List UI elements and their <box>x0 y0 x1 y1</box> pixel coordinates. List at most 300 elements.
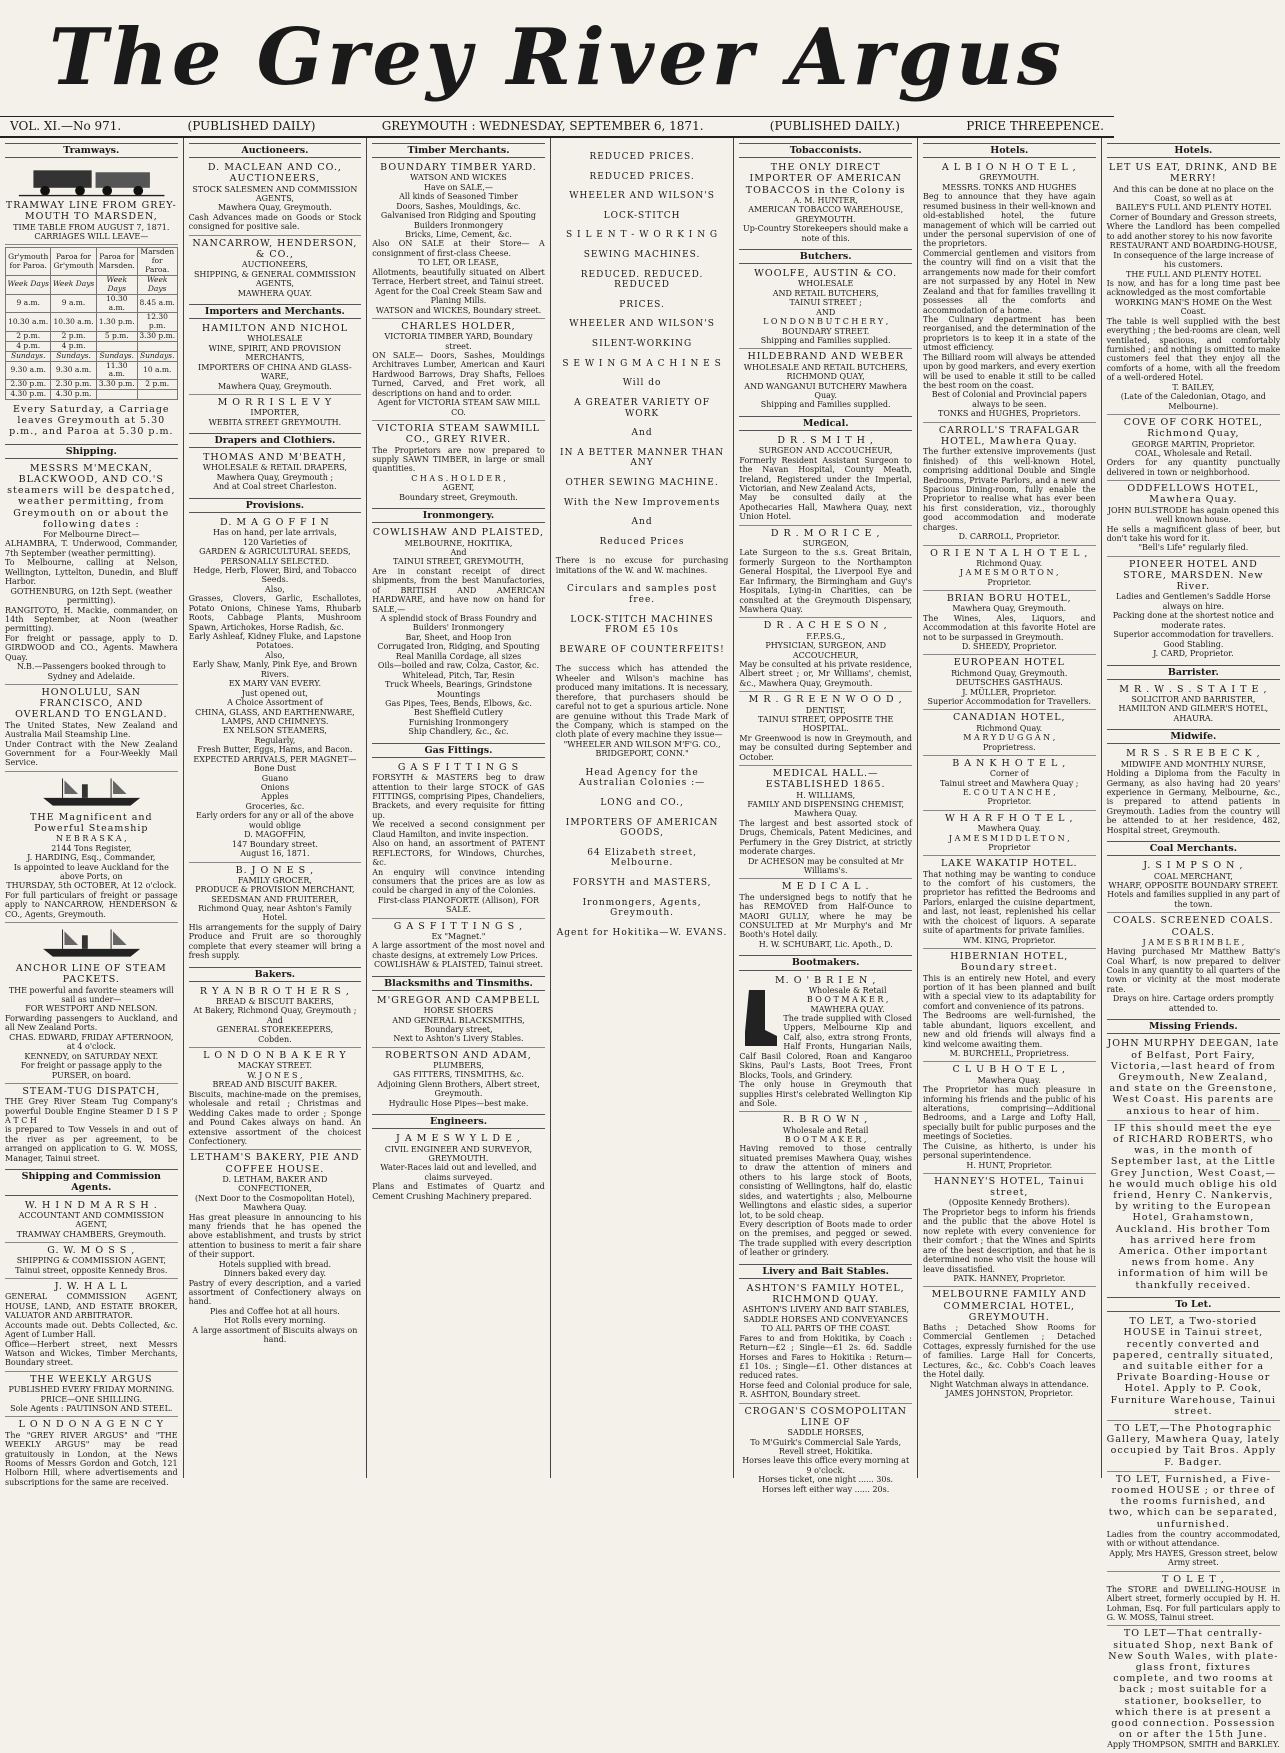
advertisement <box>372 1048 545 1111</box>
ad-text: JAMES JOHNSTON, Proprietor. <box>945 1389 1074 1399</box>
ad-heading: M. O ' B R I E N , <box>774 974 877 986</box>
ad-text: Horses ticket, one night ...... 30s. <box>758 1475 894 1485</box>
ad-text: ACCOUNTANT AND COMMISSION AGENT, <box>18 1210 164 1230</box>
ad-text: H. HUNT, Proprietor. <box>966 1160 1053 1170</box>
place-date: GREYMOUTH : WEDNESDAY, SEPTEMBER 6, 1871. <box>381 119 704 133</box>
ad-text: Hotels and families supplied in any part of the town. <box>1107 890 1280 909</box>
ad-text: WM. KING, Proprietor. <box>962 935 1056 945</box>
ad-text: E. C O U T A N C H E , <box>962 788 1056 798</box>
ad-text: FAMILY AND DISPENSING CHEMIST, Mawhera Quay. <box>747 799 904 819</box>
ad-text: MELBOURNE, HOKITIKA, <box>404 538 513 548</box>
ad-text: An enquiry will convince intending consumers that the prices are as low as could be charged in any of the Colonies. <box>372 867 545 896</box>
advertisement <box>923 949 1096 1062</box>
newspaper-title: The Grey River Argus <box>49 12 1065 103</box>
section <box>1107 841 1281 1016</box>
ad-text: AUCTIONEERS, <box>241 260 308 270</box>
ad-text: Orders for any quantity punctually delivered in town or neighborhood. <box>1106 458 1281 477</box>
ad-heading: T O L E T , <box>1161 1573 1225 1585</box>
ad-text: LOCK-STITCH MACHINES FROM £5 10s <box>570 614 714 636</box>
ad-heading: IF this should meet the eye of RICHARD ROBERTS, who was, in the month of September last, at the Little Grey Junction, West Coast,—he would much oblige his old friend, Henry C. Nankervis, by writing to the European Hotel, Grahamstown, Auckland. His brother Tom has arrived here from America. Other important news from home. Any information of him will be thankfully received. <box>1108 1122 1278 1291</box>
advertisement <box>923 160 1096 423</box>
ad-text: Onions <box>260 783 290 792</box>
section-heading: Timber Merchants. <box>372 143 545 158</box>
advertisement <box>739 1112 912 1260</box>
ad-text: The table is well supplied with the best everything ; the bed-rooms are clean, well ventilated, spacious, and comfortably furnished ; and nothing is omitted to make customers feel that they enjoy all the comforts of a home, with all the freedom of a well-ordered Hotel. <box>1106 316 1281 383</box>
advertisement <box>189 160 362 236</box>
ad-text: Having removed to those centrally situated premises Mawhera Quay, wishes to draw the attention of miners and others to his large stock of Boots, consisting of Wellingtons, half do, elastic sides, and watertights ; also, Melbourne Wellingtons and elastic sides, a superior lot, to be sold cheap. <box>739 1144 912 1220</box>
ad-text: SEEDSMAN AND FRUITERER, <box>211 894 339 904</box>
ad-text: AGENT, <box>442 483 475 493</box>
ad-text: Horse feed and Colonial produce for sale, R. ASHTON, Boundary street. <box>739 1380 912 1400</box>
ad-text: M. BURCHELL, Proprietress. <box>949 1049 1069 1059</box>
ad-heading: TO LET, a Two-storied HOUSE in Tainui street, recently converted and papered, centrally situated, and suitable either for a Private Boarding-House or Hotel. Apply to P. Cook, Furniture Warehouse, Tainui street. <box>1110 1316 1277 1417</box>
column-6 <box>918 138 1102 1478</box>
column-4 <box>551 138 735 1478</box>
ad-text: Corner of Boundary and Gresson streets, <box>1109 212 1277 222</box>
ad-text: Forwarding passengers to Auckland, and all New Zealand Ports. <box>5 1013 178 1033</box>
advertisement <box>1107 1121 1281 1294</box>
timetable-cell: Sundays. <box>6 351 51 361</box>
ad-text: Builders Ironmongery <box>413 220 504 230</box>
ad-text: OTHER SEWING MACHINE. <box>565 477 719 488</box>
ad-text: Ladies and Gentlemen's Saddle Horse always on hire. <box>1116 592 1271 611</box>
ad-text: IMPORTERS OF AMERICAN GOODS, <box>565 817 719 839</box>
timetable-header: Gr'ymouth for Paroa. <box>6 248 51 276</box>
ad-text: BOUNDARY STREET. <box>782 326 870 336</box>
section <box>1107 665 1281 727</box>
ad-text: And <box>631 428 653 439</box>
advertisement <box>923 856 1096 949</box>
ad-text: D. LETHAM, BAKER AND CONFECTIONER, <box>222 1174 328 1194</box>
ad-text: BREAD AND BISCUIT BAKER. <box>212 1080 338 1090</box>
timetable-cell: 9 a.m. <box>51 294 96 313</box>
ad-text: The success which has attended the Wheeler and Wilson's machine has produced many imitations. It is necessary, therefore, that purchasers should be careful not to get a spurious article. None are genuine without this Trade Mark of the Company, which is stamped on the cloth plate of every machine they issue— <box>555 664 729 740</box>
section <box>1107 1297 1281 1753</box>
ad-text: SEWING MACHINES. <box>583 250 701 261</box>
ad-text: Every description of Boots made to order on the premises, and pegged or sewed. The trade supplied with every description of leather or grindery. <box>739 1219 912 1258</box>
advertisement <box>739 1404 912 1497</box>
ad-heading: D. M A G O F F I N <box>220 516 330 528</box>
ad-text: Commercial gentlemen and visitors from the country will find on a visit that the arrangements now made for their comfort are not surpassed by any Hotel in New Zealand and that for families travelling it possesses all the comforts and accommodation of a home. <box>922 248 1096 315</box>
ad-text: C H A S . H O L D E R , <box>411 473 506 483</box>
ad-text: Bar, Sheet, and Hoop Iron <box>405 632 512 642</box>
ad-text: WHARF, OPPOSITE BOUNDARY STREET. <box>1108 881 1279 890</box>
ad-text: Richmond Quay. <box>976 723 1043 733</box>
ad-text: TAINUI STREET, GREYMOUTH, <box>393 557 524 567</box>
section-heading: Hotels. <box>923 143 1096 158</box>
timetable-cell: 10 a.m. <box>137 361 177 380</box>
boot-illustration <box>739 988 779 1048</box>
ad-text: GAS FITTERS, TINSMITHS, &c. <box>393 1070 524 1080</box>
ad-text: Fresh Butter, Eggs, Hams, and Bacon. <box>197 745 353 755</box>
ad-text: Horses leave this office every morning at 9 o'clock. <box>742 1456 910 1475</box>
ad-heading: COWLISHAW AND PLAISTED, <box>372 527 545 539</box>
ad-text: GARDEN & AGRICULTURAL SEEDS, <box>199 547 351 557</box>
ad-text: SADDLE HORSES AND CONVEYANCES TO ALL PARTS OF THE COAST. <box>743 1314 908 1334</box>
ad-text: Bone Dust <box>253 764 296 774</box>
timetable-cell: 9.30 a.m. <box>6 361 51 380</box>
ad-heading: EUROPEAN HOTEL <box>953 657 1065 669</box>
ad-text: S I L E N T - W O R K I N G <box>566 230 719 241</box>
ad-text: Mawhera Quay, Greymouth. <box>217 203 332 213</box>
ad-heading: LET US EAT, DRINK, AND BE MERRY! <box>1108 162 1278 185</box>
ad-text: Richmond Quay, near Ashton's Family Hotel. <box>198 904 352 923</box>
timetable-cell <box>137 390 177 400</box>
ad-text: And at Coal street Charleston. <box>213 482 337 492</box>
ad-text: ALHAMBRA, T. Underwood, Commander, 7th September (weather permitting). <box>5 539 178 558</box>
timetable-cell: 3.30 p.m. <box>96 380 137 390</box>
advertisement <box>5 685 178 772</box>
timetable-cell: 3.30 p.m. <box>139 331 176 341</box>
advertisement <box>739 433 912 526</box>
advertisement <box>923 1287 1096 1401</box>
ad-text: Ladies from the country accommodated, with or without attendance. <box>1106 1529 1281 1549</box>
advertisement <box>5 461 178 685</box>
ad-text: Biscuits, machine-made on the premises, wholesale and retail ; Christmas and Wedding Cakes made to order ; Sponge and Pound Cakes always on hand. An extensive assortment of the choicest Confectionery. <box>188 1089 362 1146</box>
advertisement <box>189 984 362 1048</box>
ad-text: Early Ashleaf, Kidney Fluke, and Lapstone Potatoes. <box>188 632 362 651</box>
ad-text: WATSON and WICKES, Boundary street. <box>375 305 542 315</box>
ad-heading: STEAM-TUG DISPATCH, <box>22 1085 161 1097</box>
ad-text: Early Shaw, Manly, Pink Eye, and Brown Rivers. <box>192 660 358 679</box>
ad-text: Superior accommodation for travellers. Good Stabling. <box>1113 630 1274 649</box>
ad-heading: J A M E S W Y L D E , <box>396 1133 521 1145</box>
advertisement <box>739 349 912 412</box>
ad-text: S E W I N G M A C H I N E S <box>562 358 722 369</box>
ad-text: PERSONALLY SELECTED. <box>220 556 330 566</box>
section <box>372 743 545 973</box>
ad-text: WINE, SPIRIT, AND PROVISION MERCHANTS, <box>208 343 342 363</box>
ad-text: THE Grey River Steam Tug Company's powerful Double Engine Steamer D I S P A T C H <box>5 1097 178 1126</box>
steamship-illustration <box>14 776 169 810</box>
timetable-row <box>6 332 178 342</box>
advertisement <box>5 1243 178 1279</box>
advertisement <box>5 923 178 1084</box>
timetable-cell: 10.30 a.m. <box>6 313 51 332</box>
ad-text: Cobden. <box>258 1034 292 1044</box>
ad-heading: THE WEEKLY ARGUS <box>30 1373 153 1385</box>
advertisement <box>372 160 545 319</box>
ad-text: Baths ; Detached Show Rooms for Commercial Gentlemen ; Detached Cottages, expressly furnished for the use of families. Large Hall for Concerts, Lectures, &c., &c. Cobb's Coach leaves the Hotel daily. <box>922 1322 1096 1380</box>
ad-text: Also ON SALE at their Store— A consignment of first-class Cheese. <box>372 239 545 258</box>
ad-text: In consequence of the large increase of his customers. <box>1113 250 1274 270</box>
ad-heading: L O N D O N A G E N C Y <box>18 1419 165 1431</box>
section-heading: Coal Merchants. <box>1107 841 1281 856</box>
section <box>5 143 178 441</box>
ad-text: Fares to and from Hokitika, by Coach : Return—£2 ; Single—£1 2s. 6d. Saddle Horses and Fares to Hokitika : Return—£1 10s. ; Single—£1. Other distances at reduced rates. <box>739 1333 912 1381</box>
ad-text: Night Watchman always in attendance. <box>929 1379 1089 1389</box>
ad-text: AHAURA. <box>1173 713 1214 723</box>
ad-text: TO LET, OR LEASE, <box>418 258 499 268</box>
ad-text: Hedge, Herb, Flower, Bird, and Tobacco Seeds. <box>193 565 357 585</box>
ad-text: SURGEON AND ACCOUCHEUR, <box>758 446 893 456</box>
column-1 <box>0 138 184 1487</box>
section-heading: Importers and Merchants. <box>189 304 362 319</box>
section-heading: Gas Fittings. <box>372 743 545 758</box>
ad-text: The Billiard room will always be attended upon by good markers, and every exertion will be used to enable it still to be called the best room on the coast. <box>922 352 1096 391</box>
ad-text: A GREATER VARIETY OF WORK <box>574 397 710 419</box>
ad-text: TRAMWAY CHAMBERS, Greymouth. <box>16 1229 167 1239</box>
ad-text: SHIPPING, & GENERAL COMMISSION AGENTS, <box>193 269 356 289</box>
ad-text: Apples <box>261 792 289 802</box>
timetable-cell: 8.45 a.m. <box>137 294 177 313</box>
ad-heading: M E D I C A L . <box>781 881 870 893</box>
section <box>739 143 912 246</box>
ad-heading: COVE OF CORK HOTEL, Richmond Quay, <box>1123 417 1263 440</box>
ad-text: Mawhera Quay, Greymouth. <box>952 604 1067 614</box>
advertisement <box>1107 858 1281 913</box>
ad-text: J A M E S M O R T O N , <box>959 568 1059 578</box>
ad-text: PATK. HANNEY, Proprietor. <box>953 1273 1066 1283</box>
masthead <box>0 0 1114 116</box>
ad-text: Mr Greenwood is now in Greymouth, and may be consulted during September and October. <box>739 733 912 762</box>
ad-text: Is appointed to leave Auckland for the above Ports, on <box>13 862 169 881</box>
ad-heading: R. B R O W N , <box>783 1114 869 1126</box>
ad-text: Proprietor. <box>987 797 1032 807</box>
section <box>372 976 545 1112</box>
column-5 <box>734 138 918 1494</box>
ad-text: Truck Wheels, Bearings, Grindstone Mountings <box>384 680 533 699</box>
ad-text: THE powerful and favorite steamers will sail as under— <box>8 985 174 1004</box>
ad-text: Will do <box>622 378 662 389</box>
ad-text: Beg to announce that they have again resumed business in their well-known and old-established hotel, the future management of which will be carried out under the personal supervision of one of the proprietors. <box>922 192 1096 249</box>
ad-heading: TO LET—That centrally-situated Shop, next Bank of New South Wales, with plate-glass front, fixtures complete, and two rooms at back ; most suitable for a stationer, bookseller, to which there is at present a good connection. Possession on or after the 15th June. <box>1108 1628 1279 1741</box>
timetable-row <box>6 390 178 400</box>
advertisement <box>739 266 912 349</box>
ad-text: AMERICAN TOBACCO WAREHOUSE, GREYMOUTH. <box>748 205 904 224</box>
dateline <box>0 116 1114 138</box>
advertisement <box>739 879 912 952</box>
ad-heading: MESSRS M'MECKAN, BLACKWOOD, AND CO.'S steamers will be despatched, weather permitting, from Greymouth on or about the following dates : <box>7 462 176 530</box>
advertisement <box>1107 481 1281 557</box>
ad-text: Guano <box>261 773 289 783</box>
ad-text: Apply THOMPSON, SMITH and BARKLEY. <box>1107 1740 1280 1750</box>
advertisement <box>923 546 1096 592</box>
ad-text: Furnishing Ironmongery <box>408 717 509 727</box>
advertisement <box>1107 1421 1281 1472</box>
ad-heading: HIBERNIAN HOTEL, Boundary street. <box>950 951 1069 974</box>
advertisement <box>372 319 545 421</box>
ad-text: Shipping and Families supplied. <box>760 336 891 346</box>
tramway-timetable <box>5 247 178 400</box>
advertisement <box>5 160 178 245</box>
ad-text: Accounts made out. Debts Collected, &c. Agent of Lumber Hall. <box>5 1320 178 1340</box>
ad-text: The STORE and DWELLING-HOUSE in Albert street, formerly occupied by H. H. Lohman, Esq. For full particulars apply to G. W. MOSS, Tainui street. <box>1106 1584 1281 1623</box>
section <box>5 1169 178 1490</box>
ad-text: PUBLISHED EVERY FRIDAY MORNING. PRICE—ONE SHILLING. <box>8 1385 175 1404</box>
advertisement <box>739 1281 912 1404</box>
ad-text: VICTORIA TIMBER YARD, Boundary street. <box>384 332 533 351</box>
ad-text: Adjoining Glenn Brothers, Albert street, Greymouth. <box>377 1079 540 1099</box>
advertisement <box>189 321 362 395</box>
section <box>189 967 362 1348</box>
ad-text: Pies and Coffee hot at all hours. <box>209 1306 340 1316</box>
ad-text: Have on SALE,— <box>423 182 493 192</box>
timetable-cell: Week Days <box>6 276 51 295</box>
ad-text: 2144 Tons Register, <box>51 843 132 853</box>
ad-text: HORSE SHOERS <box>423 1006 494 1016</box>
ad-text: ASHTON'S LIVERY AND BAIT STABLES, <box>742 1305 909 1315</box>
ad-text: "Bell's Life" regularly filed. <box>1138 543 1249 553</box>
ad-text: RANGITOTO, H. Mackie, commander, on 14th September, at Noon (weather permitting). <box>5 605 178 634</box>
ad-text: WATSON AND WICKES <box>410 173 507 183</box>
ad-text: M A R Y D U G G A N , <box>963 733 1056 743</box>
ad-text: The Proprietor has much pleasure in informing his friends and the public of his alterations, comprising—Additional Bedrooms, and a Large and Lofty Hall, specially built for public purposes and the meetings of Societies. <box>922 1085 1096 1142</box>
ad-text: At Bakery, Richmond Quay, Greymouth ; And <box>193 1006 357 1025</box>
section-heading: Auctioneers. <box>189 143 362 158</box>
ad-heading: THOMAS AND M'BEATH, <box>203 452 347 464</box>
ad-text: COWLISHAW & PLAISTED, Tainui street. <box>373 960 543 970</box>
ad-heading: REDUCED PRICES. <box>589 152 695 162</box>
advertisement <box>372 760 545 919</box>
ad-text: SILENT-WORKING <box>591 339 693 350</box>
timetable-row <box>6 294 178 313</box>
ad-text: J. CARD, Proprietor. <box>1153 649 1234 659</box>
timetable-cell: 4.30 p.m. <box>6 390 51 400</box>
ad-heading: CHARLES HOLDER, <box>401 320 516 332</box>
section-heading: Shipping. <box>5 444 178 459</box>
column-7 <box>1102 138 1285 1750</box>
ad-text: Cash Advances made on Goods or Stock consigned for positive sale. <box>188 212 362 232</box>
timetable-cell: 10.30 a.m. <box>96 294 137 313</box>
ad-text: Hot Rolls every morning. <box>223 1316 326 1326</box>
section <box>556 141 729 950</box>
ad-text: The largest and best assorted stock of Drugs, Chemicals, Patent Medicines, and Perfumery in the Grey District, at strictly moderate charges. <box>739 818 912 857</box>
timetable-row <box>6 351 178 361</box>
ad-text: Also, <box>264 584 285 594</box>
ad-text: Mawhera Quay, Greymouth. <box>217 381 332 391</box>
ad-text: D. MAGOFFIN, <box>244 830 306 840</box>
section <box>1107 729 1281 838</box>
ad-text: EX MARY VAN EVERY. <box>228 679 321 689</box>
ad-text: Corner of <box>989 769 1029 779</box>
ad-text: With the New Improvements <box>563 497 721 508</box>
ad-text: IMPORTER, <box>250 408 300 418</box>
section <box>739 416 912 952</box>
ad-text: The Cuisine, as hitherto, is under his personal superintendence. <box>922 1141 1096 1161</box>
timetable-cell: 5 p.m. <box>96 332 137 342</box>
ad-text: B O O T M A K E R , <box>806 995 889 1005</box>
ad-heading: TO LET, Furnished, a Five-roomed HOUSE ; or three of the rooms furnished, and two, which can be separated, unfurnished. <box>1108 1473 1278 1530</box>
ad-text: First-class PIANOFORTE (Allison), FOR SALE. <box>377 895 540 915</box>
ad-heading: HILDEBRAND AND WEBER <box>747 351 904 363</box>
timetable-cell: 4 p.m. <box>6 341 51 351</box>
ad-text: The trade supplied with Closed Uppers, Melbourne Kip and Calf, also, extra strong Fronts, Half Fronts, Hungarian Nails, Calf Basil Colored, Roan and Kangaroo Skins, Paul's Lasts, Boot Trees, Front Blocks, Tools, and Grindery. <box>739 1014 912 1080</box>
timetable-cell: 9 a.m. <box>6 294 51 313</box>
ad-text: August 16, 1871. <box>240 849 310 859</box>
advertisement <box>923 756 1096 811</box>
ad-text: MACKAY STREET. <box>237 1061 313 1071</box>
ad-heading: J. S I M P S O N , <box>1143 860 1244 872</box>
advertisement <box>5 1279 178 1372</box>
timetable-cell: Week Days <box>137 276 177 295</box>
ad-text: Tainui street and Mawhera Quay ; <box>940 778 1079 788</box>
ad-text: And this can be done at no place on the Coast, so well as at <box>1112 184 1274 204</box>
ad-heading: B. J O N E S , <box>235 864 315 876</box>
advertisement <box>923 811 1096 857</box>
tram-illustration <box>14 164 169 198</box>
section <box>923 143 1096 1401</box>
ad-text: SOLICITOR AND BARRISTER, <box>1131 694 1256 704</box>
ad-text: J. MÜLLER, Proprietor. <box>962 687 1057 697</box>
ad-heading: PIONEER HOTEL AND STORE, MARSDEN. New River. <box>1123 558 1264 593</box>
ad-text: H. W. SCHUBART, Lic. Apoth., D. <box>758 939 893 949</box>
advertisement <box>5 402 178 441</box>
ad-text: FORSYTH and MASTERS, <box>572 877 712 888</box>
ad-text: KENNEDY, on SATURDAY NEXT. <box>24 1051 159 1061</box>
ad-text: A large assortment of the most novel and chaste designs, at extremely Low Prices. <box>372 941 545 960</box>
ad-text: The Wines, Ales, Liquors, and Accommodation at this favorite Hotel are not to be surpassed in Greymouth. <box>922 613 1096 642</box>
ad-text: Having purchased Mr Matthew Batty's Coal Wharf, is now prepared to deliver Coals in any quantity to all quarters of the town or vicinity at the most moderate rate. <box>1106 947 1281 994</box>
advertisement <box>5 772 178 923</box>
advertisement <box>372 1131 545 1204</box>
section-heading: Ironmongery. <box>372 508 545 523</box>
ad-text: TONKS and HUGHES, Proprietors. <box>938 409 1081 419</box>
section <box>189 143 362 301</box>
ad-text: COAL MERCHANT, <box>1153 871 1233 881</box>
section <box>5 444 178 1167</box>
section-heading: Tobacconists. <box>739 143 912 158</box>
advertisement <box>5 1084 178 1166</box>
ad-text: Allotments, beautifully situated on Albert Terrace, Herbert street, and Tainui street. <box>372 267 545 287</box>
ad-text: Tainui street, opposite Kennedy Bros. <box>15 1265 168 1275</box>
advertisement <box>189 450 362 495</box>
ad-text: F.F.P.S.G., <box>806 631 846 641</box>
ad-text: BEWARE OF COUNTERFEITS! <box>559 644 725 655</box>
ad-text: Shipping and Families supplied. <box>760 400 891 410</box>
ad-text: PRICES. <box>619 299 665 310</box>
volume-number: VOL. XI.—No 971. <box>10 119 122 133</box>
advertisement <box>1107 160 1281 415</box>
published-daily: (PUBLISHED DAILY) <box>187 119 316 133</box>
section <box>372 143 545 505</box>
ad-text: Richmond Quay, Greymouth. <box>951 668 1068 678</box>
ad-text: Proprietor. <box>987 577 1032 587</box>
ad-text: STOCK SALESMEN AND COMMISSION AGENTS, <box>192 184 358 204</box>
ad-text: And <box>631 517 653 528</box>
ad-text: Wholesale and Retail <box>782 1125 869 1135</box>
advertisement <box>556 141 729 950</box>
ad-text: Dinners baked every day. <box>223 1269 327 1279</box>
ad-text: REDUCED PRICES. <box>589 171 695 182</box>
ad-heading: COALS. SCREENED COALS. COALS. <box>1113 915 1274 938</box>
ad-text: Real Manilla Cordage, all sizes <box>395 651 522 661</box>
ad-text: There is no excuse for purchasing imitations of the W. and W. machines. <box>555 556 729 575</box>
advertisement <box>739 973 912 1113</box>
ad-text: SADDLE HORSES, <box>787 1428 864 1438</box>
ad-heading: CROGAN'S COSMOPOLITAN LINE OF <box>744 1405 907 1428</box>
ad-text: A. M. HUNTER, <box>793 195 858 205</box>
ad-text: GREYMOUTH. <box>979 173 1040 183</box>
ad-heading: ANCHOR LINE OF STEAM PACKETS. <box>15 963 167 986</box>
section-heading: Barrister. <box>1107 665 1281 680</box>
timetable-cell: 2 p.m. <box>51 332 96 342</box>
ad-heading: D R . S M I T H , <box>777 435 874 447</box>
advertisement <box>372 919 545 973</box>
ad-text: All kinds of Seasoned Timber <box>399 192 518 202</box>
ad-text: For Melbourne Direct— <box>43 530 140 540</box>
advertisement <box>189 515 362 863</box>
timetable-header: Paroa for Gr'ymouth <box>51 248 96 276</box>
ad-heading: R Y A N B R O T H E R S , <box>199 985 350 997</box>
ad-text: Pastry of every description, and a varied assortment of Confectionery always on hand. <box>188 1278 362 1307</box>
ad-text: Ex "Magnet." <box>431 931 486 941</box>
ad-text: PHYSICIAN, SURGEON, AND ACCOUCHEUR, <box>765 641 887 660</box>
ad-heading: HAMILTON AND NICHOL <box>201 323 348 335</box>
ad-heading: MEDICAL HALL.—ESTABLISHED 1865. <box>765 768 886 791</box>
ad-heading: G A S F I T T I N G S , <box>393 920 524 932</box>
ad-text: SURGEON, <box>802 538 849 548</box>
